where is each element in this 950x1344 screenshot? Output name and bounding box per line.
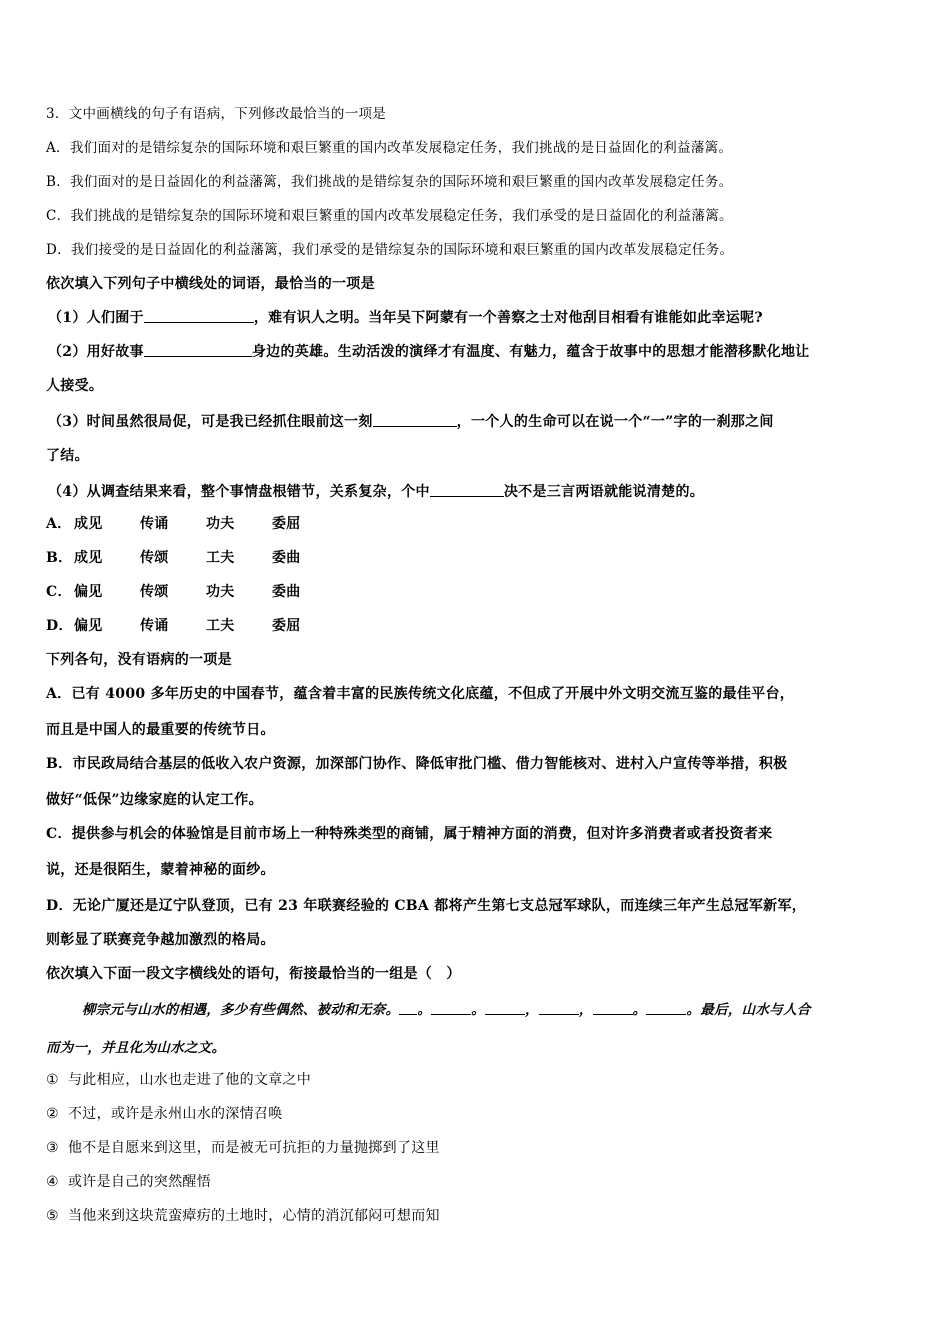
punct: ， [578,1002,593,1018]
q3-option-a: A．我们面对的是错综复杂的国际环境和艰巨繁重的国内改革发展稳定任务，我们挑战的是日益固化的利益藩篱。 [46,140,733,156]
sick-option-a-line1: A．已有 4000 多年历史的中国春节，蕴含着丰富的民族传统文化底蕴，不但成了开展中外文明交流互鉴的最佳平台， [46,686,795,702]
option-word: 传颂 [140,550,169,566]
option-letter: C． [46,584,72,600]
fill-option-c [46,582,332,602]
seq-item-4 [46,1172,211,1192]
punct: 。 [417,1002,432,1018]
s2-text-b: 身边的英雄。生动活泼的演绎才有温度、有魅力，蕴含于故事中的思想才能潜移默化地让 [251,344,810,360]
option-letter: A． [46,516,72,532]
s1-text-b: ，难有识人之明。当年吴下阿蒙有一个善察之士对他刮目相看有谁能如此幸运呢? [253,310,763,326]
sick-stem: 下列各句，没有语病的一项是 [46,652,232,668]
blank-1 [144,308,254,323]
s2-text-a: （2）用好故事 [48,344,144,360]
blank-4 [430,482,504,497]
item-text: 当他来到这块荒蛮瘴疠的土地时，心情的消沉郁闷可想而知 [68,1208,440,1224]
option-letter: B． [46,550,73,566]
fill-sentence-2 [48,342,810,362]
seq-blank-4 [539,1000,579,1015]
q3-option-d: D．我们接受的是日益固化的利益藩篱，我们承受的是错综复杂的国际环境和艰巨繁重的国内改革发展稳定任务。 [46,242,734,258]
sick-option-d-line1: D．无论广厦还是辽宁队登顶，已有 23 年联赛经验的 CBA 都将产生第七支总冠军球队，而连续三年产生总冠军新军， [46,898,807,914]
option-word: 委曲 [272,550,301,566]
fill-sentence-4 [48,482,704,502]
fill-sentence-1 [48,308,763,328]
seq-blank-1 [399,1000,417,1015]
sick-option-a-line2: 而且是中国人的最重要的传统节日。 [46,722,275,738]
option-word: 委屈 [272,618,301,634]
item-number: ① [46,1072,59,1088]
option-word: 成见 [74,550,103,566]
item-text: 不过，或许是永州山水的深情召唤 [68,1106,283,1122]
item-number: ② [46,1106,59,1122]
option-word: 成见 [74,516,103,532]
seq-item-2 [46,1104,283,1124]
s3-text-b: ，一个人的生命可以在说一个“一”字的一刹那之间 [456,414,774,430]
option-word: 传颂 [140,584,169,600]
option-word: 工夫 [206,550,235,566]
sick-option-c-line2: 说，还是很陌生，蒙着神秘的面纱。 [46,862,275,878]
seq-passage-line2: 而为一，并且化为山水之文。 [46,1040,226,1056]
punct: ， [525,1002,539,1018]
option-word: 委曲 [272,584,301,600]
sick-option-b-line2: 做好“低保”边缘家庭的认定工作。 [46,792,263,808]
passage-text: 柳宗元与山水的相遇，多少有些偶然、被动和无奈。 [82,1002,400,1018]
fill-sentence-3-cont: 了结。 [46,448,89,464]
option-letter: D． [46,618,73,634]
option-word: 偏见 [74,584,103,600]
seq-blank-6 [646,1000,686,1015]
fill-option-b [46,548,332,568]
option-word: 功夫 [206,516,235,532]
blank-2 [144,342,252,357]
s4-text-a: （4）从调查结果来看，整个事情盘根错节，关系复杂，个中 [48,484,430,500]
option-word: 功夫 [206,584,235,600]
item-text: 与此相应，山水也走进了他的文章之中 [68,1072,312,1088]
passage-text-end: 。最后，山水与人合 [686,1002,811,1018]
fill-option-a [46,514,332,534]
sick-option-c-line1: C．提供参与机会的体验馆是目前市场上一种特殊类型的商铺，属于精神方面的消费，但对许多消费者或者投资者来 [46,826,773,842]
seq-item-5 [46,1206,440,1226]
fill-option-d [46,616,332,636]
item-number: ⑤ [46,1208,59,1224]
option-word: 工夫 [206,618,235,634]
s3-text-a: （3）时间虽然很局促，可是我已经抓住眼前这一刻 [48,414,373,430]
s4-text-b: 决不是三言两语就能说清楚的。 [503,484,705,500]
item-text: 或许是自己的突然醒悟 [68,1174,211,1190]
item-number: ④ [46,1174,59,1190]
fill-sentence-3 [48,412,774,432]
fill-stem: 依次填入下列句子中横线处的词语，最恰当的一项是 [46,276,375,292]
item-text: 他不是自愿来到这里，而是被无可抗拒的力量抛掷到了这里 [68,1140,440,1156]
seq-passage-line1 [82,1000,811,1020]
option-word: 传诵 [140,516,169,532]
punct: 。 [632,1002,647,1018]
s1-text-a: （1）人们囿于 [48,310,144,326]
seq-item-3 [46,1138,440,1158]
sick-option-d-line2: 则彰显了联赛竞争越加激烈的格局。 [46,932,275,948]
item-number: ③ [46,1140,59,1156]
punct: 。 [471,1002,486,1018]
sick-option-b-line1: B．市民政局结合基层的低收入农户资源，加深部门协作、降低审批门槛、借力智能核对、进村入户宣传等举措，积极 [46,756,788,772]
seq-stem: 依次填入下面一段文字横线处的语句，衔接最恰当的一组是（ ） [46,966,461,982]
option-word: 传诵 [140,618,169,634]
fill-sentence-2-cont: 人接受。 [46,378,104,394]
q3-stem: 3．文中画横线的句子有语病，下列修改最恰当的一项是 [46,106,387,122]
blank-3 [373,412,457,427]
q3-option-b: B．我们面对的是日益固化的利益藩篱，我们挑战的是错综复杂的国际环境和艰巨繁重的国内改革发展稳定任务。 [46,174,733,190]
q3-option-c: C．我们挑战的是错综复杂的国际环境和艰巨繁重的国内改革发展稳定任务，我们承受的是日益固化的利益藩篱。 [46,208,733,224]
option-word: 偏见 [74,618,103,634]
option-word: 委屈 [272,516,301,532]
seq-blank-3 [485,1000,525,1015]
seq-blank-2 [431,1000,471,1015]
seq-blank-5 [593,1000,633,1015]
seq-item-1 [46,1070,311,1090]
